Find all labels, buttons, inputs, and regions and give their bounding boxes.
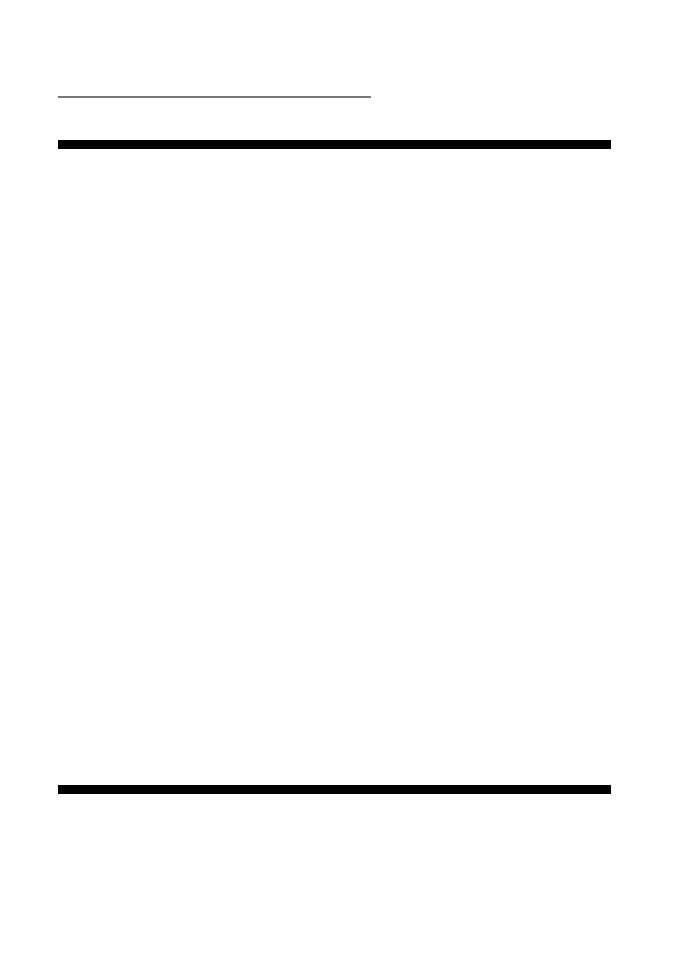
top-divider-bar: [58, 140, 611, 149]
status-legend: [58, 96, 371, 98]
bottom-divider-bar: [58, 785, 611, 794]
